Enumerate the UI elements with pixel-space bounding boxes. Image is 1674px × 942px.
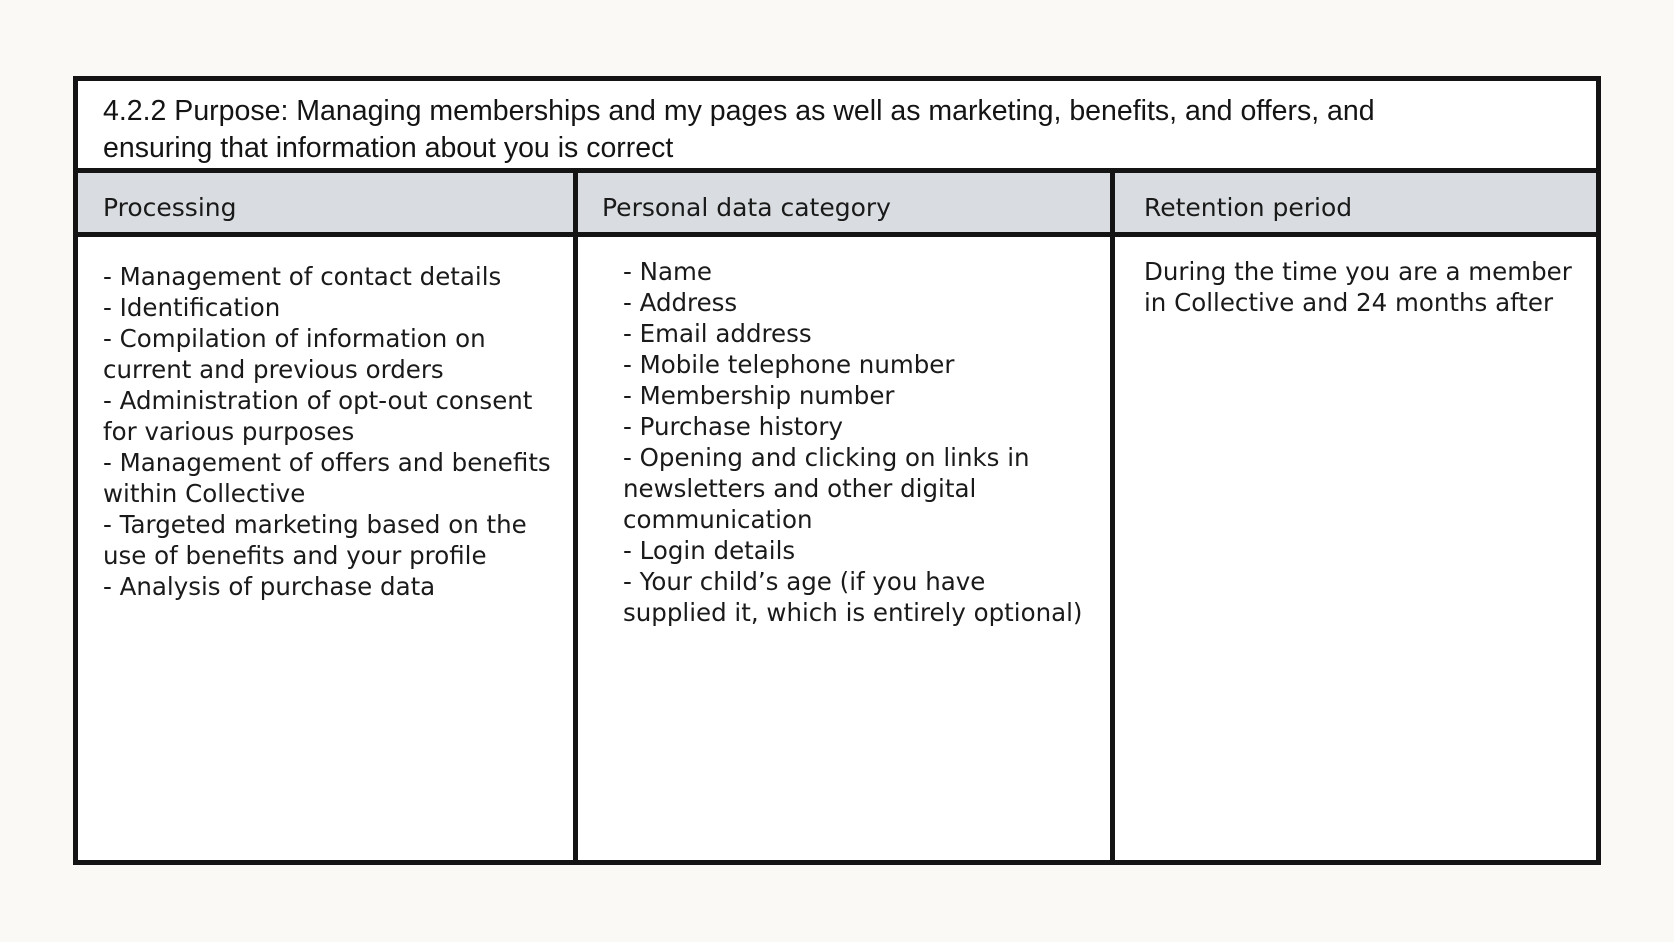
header-retention-period: Retention period bbox=[1144, 193, 1353, 222]
data-processing-table bbox=[73, 76, 1601, 865]
purpose-line-1: 4.2.2 Purpose: Managing memberships and my pages as well as marketing, benefits, and offers, and bbox=[103, 95, 1375, 127]
processing-line: use of benefits and your profile bbox=[103, 541, 487, 570]
category-line: - Email address bbox=[623, 319, 812, 348]
category-line: - Membership number bbox=[623, 381, 895, 410]
column-header-row bbox=[78, 173, 1596, 237]
processing-cell bbox=[103, 261, 551, 602]
processing-line: for various purposes bbox=[103, 417, 355, 446]
processing-line: - Administration of opt-out consent bbox=[103, 386, 533, 415]
category-line: - Purchase history bbox=[623, 412, 843, 441]
processing-line: - Analysis of purchase data bbox=[103, 572, 436, 601]
retention-period-cell bbox=[1144, 256, 1572, 318]
retention-line: During the time you are a member bbox=[1144, 257, 1572, 286]
personal-data-category-cell bbox=[623, 256, 1083, 628]
purpose-heading bbox=[78, 81, 1596, 173]
processing-line: - Compilation of information on bbox=[103, 324, 486, 353]
category-line: newsletters and other digital bbox=[623, 474, 977, 503]
processing-line: - Targeted marketing based on the bbox=[103, 510, 527, 539]
processing-line: - Management of contact details bbox=[103, 262, 502, 291]
category-line: - Login details bbox=[623, 536, 796, 565]
category-line: - Your child’s age (if you have bbox=[623, 567, 986, 596]
column-divider bbox=[1110, 173, 1115, 860]
column-divider bbox=[573, 173, 578, 860]
processing-line: - Management of offers and benefits bbox=[103, 448, 551, 477]
retention-line: in Collective and 24 months after bbox=[1144, 288, 1554, 317]
header-personal-data-category: Personal data category bbox=[602, 193, 891, 222]
category-line: communication bbox=[623, 505, 813, 534]
header-processing: Processing bbox=[103, 193, 237, 222]
category-line: - Address bbox=[623, 288, 738, 317]
category-line: - Name bbox=[623, 257, 712, 286]
processing-line: within Collective bbox=[103, 479, 306, 508]
processing-line: - Identification bbox=[103, 293, 281, 322]
category-line: - Mobile telephone number bbox=[623, 350, 955, 379]
category-line: supplied it, which is entirely optional) bbox=[623, 598, 1083, 627]
purpose-line-2: ensuring that information about you is correct bbox=[103, 132, 674, 164]
category-line: - Opening and clicking on links in bbox=[623, 443, 1030, 472]
processing-line: current and previous orders bbox=[103, 355, 444, 384]
